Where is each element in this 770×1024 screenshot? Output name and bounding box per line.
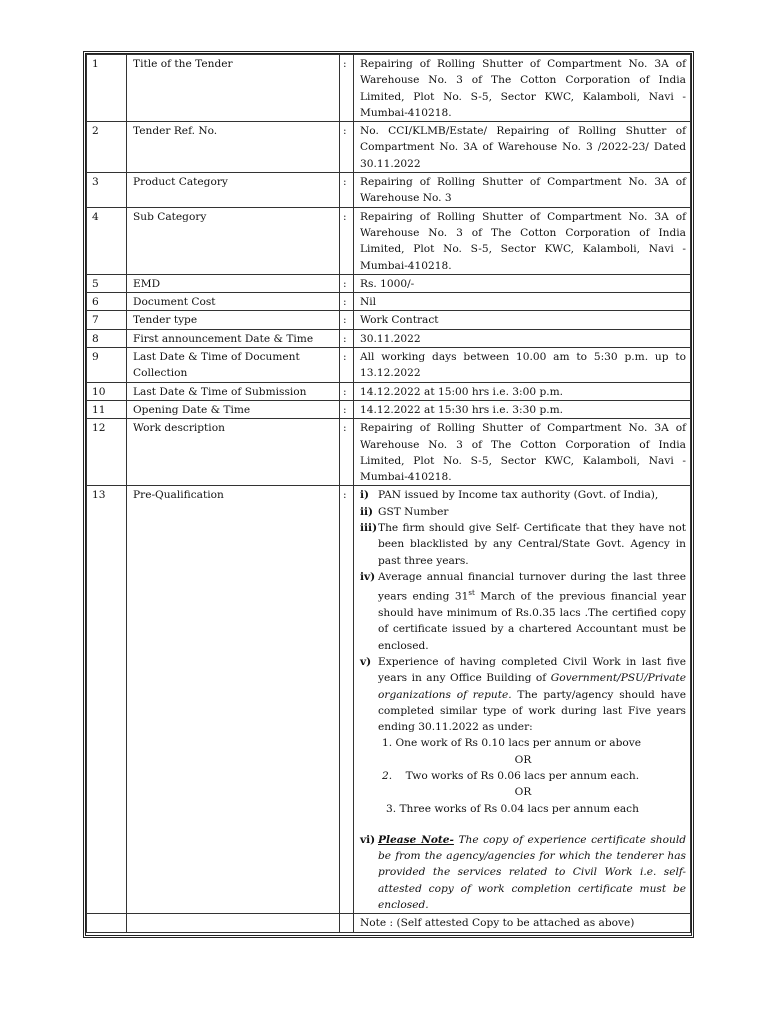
- row-value: Repairing of Rolling Shutter of Compartment No. 3A of Warehouse No. 3: [354, 173, 691, 208]
- pq-text: [378, 569, 686, 654]
- row-number: 5: [87, 274, 127, 292]
- pq-text: [378, 654, 686, 735]
- pq-text: GST Number: [378, 505, 449, 518]
- row-label: Last Date & Time of Document Collection: [127, 348, 340, 383]
- row-number: 7: [87, 311, 127, 329]
- pq-superscript: st: [468, 589, 475, 598]
- row-label: Last Date & Time of Submission: [127, 382, 340, 400]
- row-colon: [340, 914, 354, 932]
- pre-qualification-body: [87, 486, 691, 932]
- pq-text: [378, 832, 686, 913]
- row-label: Title of the Tender: [127, 55, 340, 122]
- spacer: [360, 817, 686, 832]
- row-colon: :: [340, 382, 354, 400]
- row-colon: :: [340, 55, 354, 122]
- row-value: No. CCI/KLMB/Estate/ Repairing of Rolling Shutter of Compartment No. 3A of Warehouse No. 3 /2022-23/ Dated 30.11.2022: [354, 122, 691, 173]
- table-row: [87, 348, 691, 383]
- table-row: [87, 419, 691, 486]
- row-number: 3: [87, 173, 127, 208]
- pq-mark: ii): [360, 505, 374, 518]
- row-number: 8: [87, 329, 127, 347]
- row-label: Tender type: [127, 311, 340, 329]
- row-label: Opening Date & Time: [127, 400, 340, 418]
- pq-mark: vi): [360, 833, 376, 846]
- pq-text-part: The party/agency should have completed similar type of work during last Five years ending 30.11.2022 as under:: [378, 688, 687, 734]
- row-colon: :: [340, 274, 354, 292]
- table-row: [87, 329, 691, 347]
- pq-text-part: Average annual financial turnover during the last three years ending 31: [378, 570, 686, 603]
- pq-item-ii: [360, 504, 686, 520]
- pq-option-2: [382, 768, 686, 784]
- pq-text-part: Experience of having completed Civil Work in last five years in any Office Building of: [378, 655, 686, 685]
- row-colon: :: [340, 207, 354, 274]
- pq-option-3: 3. Three works of Rs 0.04 lacs per annum each: [386, 802, 639, 815]
- tender-table-body: [87, 55, 691, 486]
- note-text: Note : (Self attested Copy to be attached as above): [354, 914, 691, 932]
- row-colon: :: [340, 486, 354, 914]
- pq-option-text: Two works of Rs 0.06 lacs per annum each.: [405, 770, 640, 782]
- row-colon: :: [340, 293, 354, 311]
- please-note-label: Please Note-: [378, 833, 454, 846]
- row-label: Pre-Qualification: [127, 486, 340, 914]
- pq-text: The firm should give Self- Certificate that they have not been blacklisted by any Central/State Govt. Agency in past three years.: [378, 522, 686, 567]
- pq-mark: iv): [360, 570, 376, 583]
- row-label: Document Cost: [127, 293, 340, 311]
- row-label: First announcement Date & Time: [127, 329, 340, 347]
- pre-qualification-value: [354, 486, 691, 914]
- row-label: Tender Ref. No.: [127, 122, 340, 173]
- row-label: Product Category: [127, 173, 340, 208]
- row-value: Rs. 1000/-: [354, 274, 691, 292]
- row-value: Work Contract: [354, 311, 691, 329]
- row-value: 14.12.2022 at 15:00 hrs i.e. 3:00 p.m.: [354, 382, 691, 400]
- row-number: 9: [87, 348, 127, 383]
- row-number: [87, 914, 127, 932]
- pq-mark: iii): [360, 522, 378, 535]
- row-number: 4: [87, 207, 127, 274]
- pq-option-1: 1. One work of Rs 0.10 lacs per annum or above: [382, 737, 641, 750]
- row-colon: :: [340, 173, 354, 208]
- row-value: Repairing of Rolling Shutter of Compartment No. 3A of Warehouse No. 3 of The Cotton Corporation of India Limited, Plot No. S-5, Sector KWC, Kalamboli, Navi -Mumbai-410218.: [354, 207, 691, 274]
- table-row: [87, 122, 691, 173]
- row-colon: :: [340, 329, 354, 347]
- row-colon: :: [340, 122, 354, 173]
- pq-option-number: 2.: [382, 770, 393, 782]
- pq-item-iii: [360, 520, 686, 569]
- row-number: 2: [87, 122, 127, 173]
- row-colon: :: [340, 400, 354, 418]
- tender-table: [86, 54, 691, 933]
- row-number: 1: [87, 55, 127, 122]
- table-row: [87, 311, 691, 329]
- row-value: All working days between 10.00 am to 5:30 p.m. up to 13.12.2022: [354, 348, 691, 383]
- pq-item-vi: [360, 832, 686, 913]
- row-label: Sub Category: [127, 207, 340, 274]
- pq-text-part: March of the previous financial year should have minimum of Rs.0.35 lacs .The certified copy of certificate issued by a chartered Accountant must be enclosed.: [378, 590, 686, 652]
- table-row: [87, 293, 691, 311]
- table-row: [87, 55, 691, 122]
- row-number: 10: [87, 382, 127, 400]
- row-colon: :: [340, 419, 354, 486]
- table-row: [87, 274, 691, 292]
- table-row: [87, 914, 691, 932]
- pq-mark: i): [360, 489, 370, 502]
- row-value: 30.11.2022: [354, 329, 691, 347]
- pq-or: OR: [514, 753, 532, 766]
- pq-or: OR: [514, 786, 532, 799]
- pq-text-italic: Government/PSU/Private organizations of repute.: [378, 672, 686, 701]
- table-row: [87, 207, 691, 274]
- pq-mark: v): [360, 655, 372, 668]
- pq-item-i: [360, 487, 686, 503]
- row-value: Nil: [354, 293, 691, 311]
- row-number: 6: [87, 293, 127, 311]
- row-value: Repairing of Rolling Shutter of Compartment No. 3A of Warehouse No. 3 of The Cotton Corporation of India Limited, Plot No. S-5, Sector KWC, Kalamboli, Navi -Mumbai-410218.: [354, 419, 691, 486]
- table-row: [87, 486, 691, 914]
- pq-text-part: The copy of experience certificate should be from the agency/agencies for which the tenderer has provided the services related to Civil Work i.e. self-attested copy of work completion certificate must be enclosed.: [378, 833, 686, 912]
- row-colon: :: [340, 348, 354, 383]
- row-number: 13: [87, 486, 127, 914]
- row-colon: :: [340, 311, 354, 329]
- row-value: 14.12.2022 at 15:30 hrs i.e. 3:30 p.m.: [354, 400, 691, 418]
- table-row: [87, 400, 691, 418]
- table-row: [87, 173, 691, 208]
- row-label: EMD: [127, 274, 340, 292]
- row-label: [127, 914, 340, 932]
- table-row: [87, 382, 691, 400]
- pq-item-v: [360, 654, 686, 735]
- pq-text: PAN issued by Income tax authority (Govt. of India),: [378, 489, 659, 502]
- row-number: 12: [87, 419, 127, 486]
- row-value: Repairing of Rolling Shutter of Compartment No. 3A of Warehouse No. 3 of The Cotton Corporation of India Limited, Plot No. S-5, Sector KWC, Kalamboli, Navi -Mumbai-410218.: [354, 55, 691, 122]
- row-number: 11: [87, 400, 127, 418]
- pq-item-iv: [360, 569, 686, 654]
- row-label: Work description: [127, 419, 340, 486]
